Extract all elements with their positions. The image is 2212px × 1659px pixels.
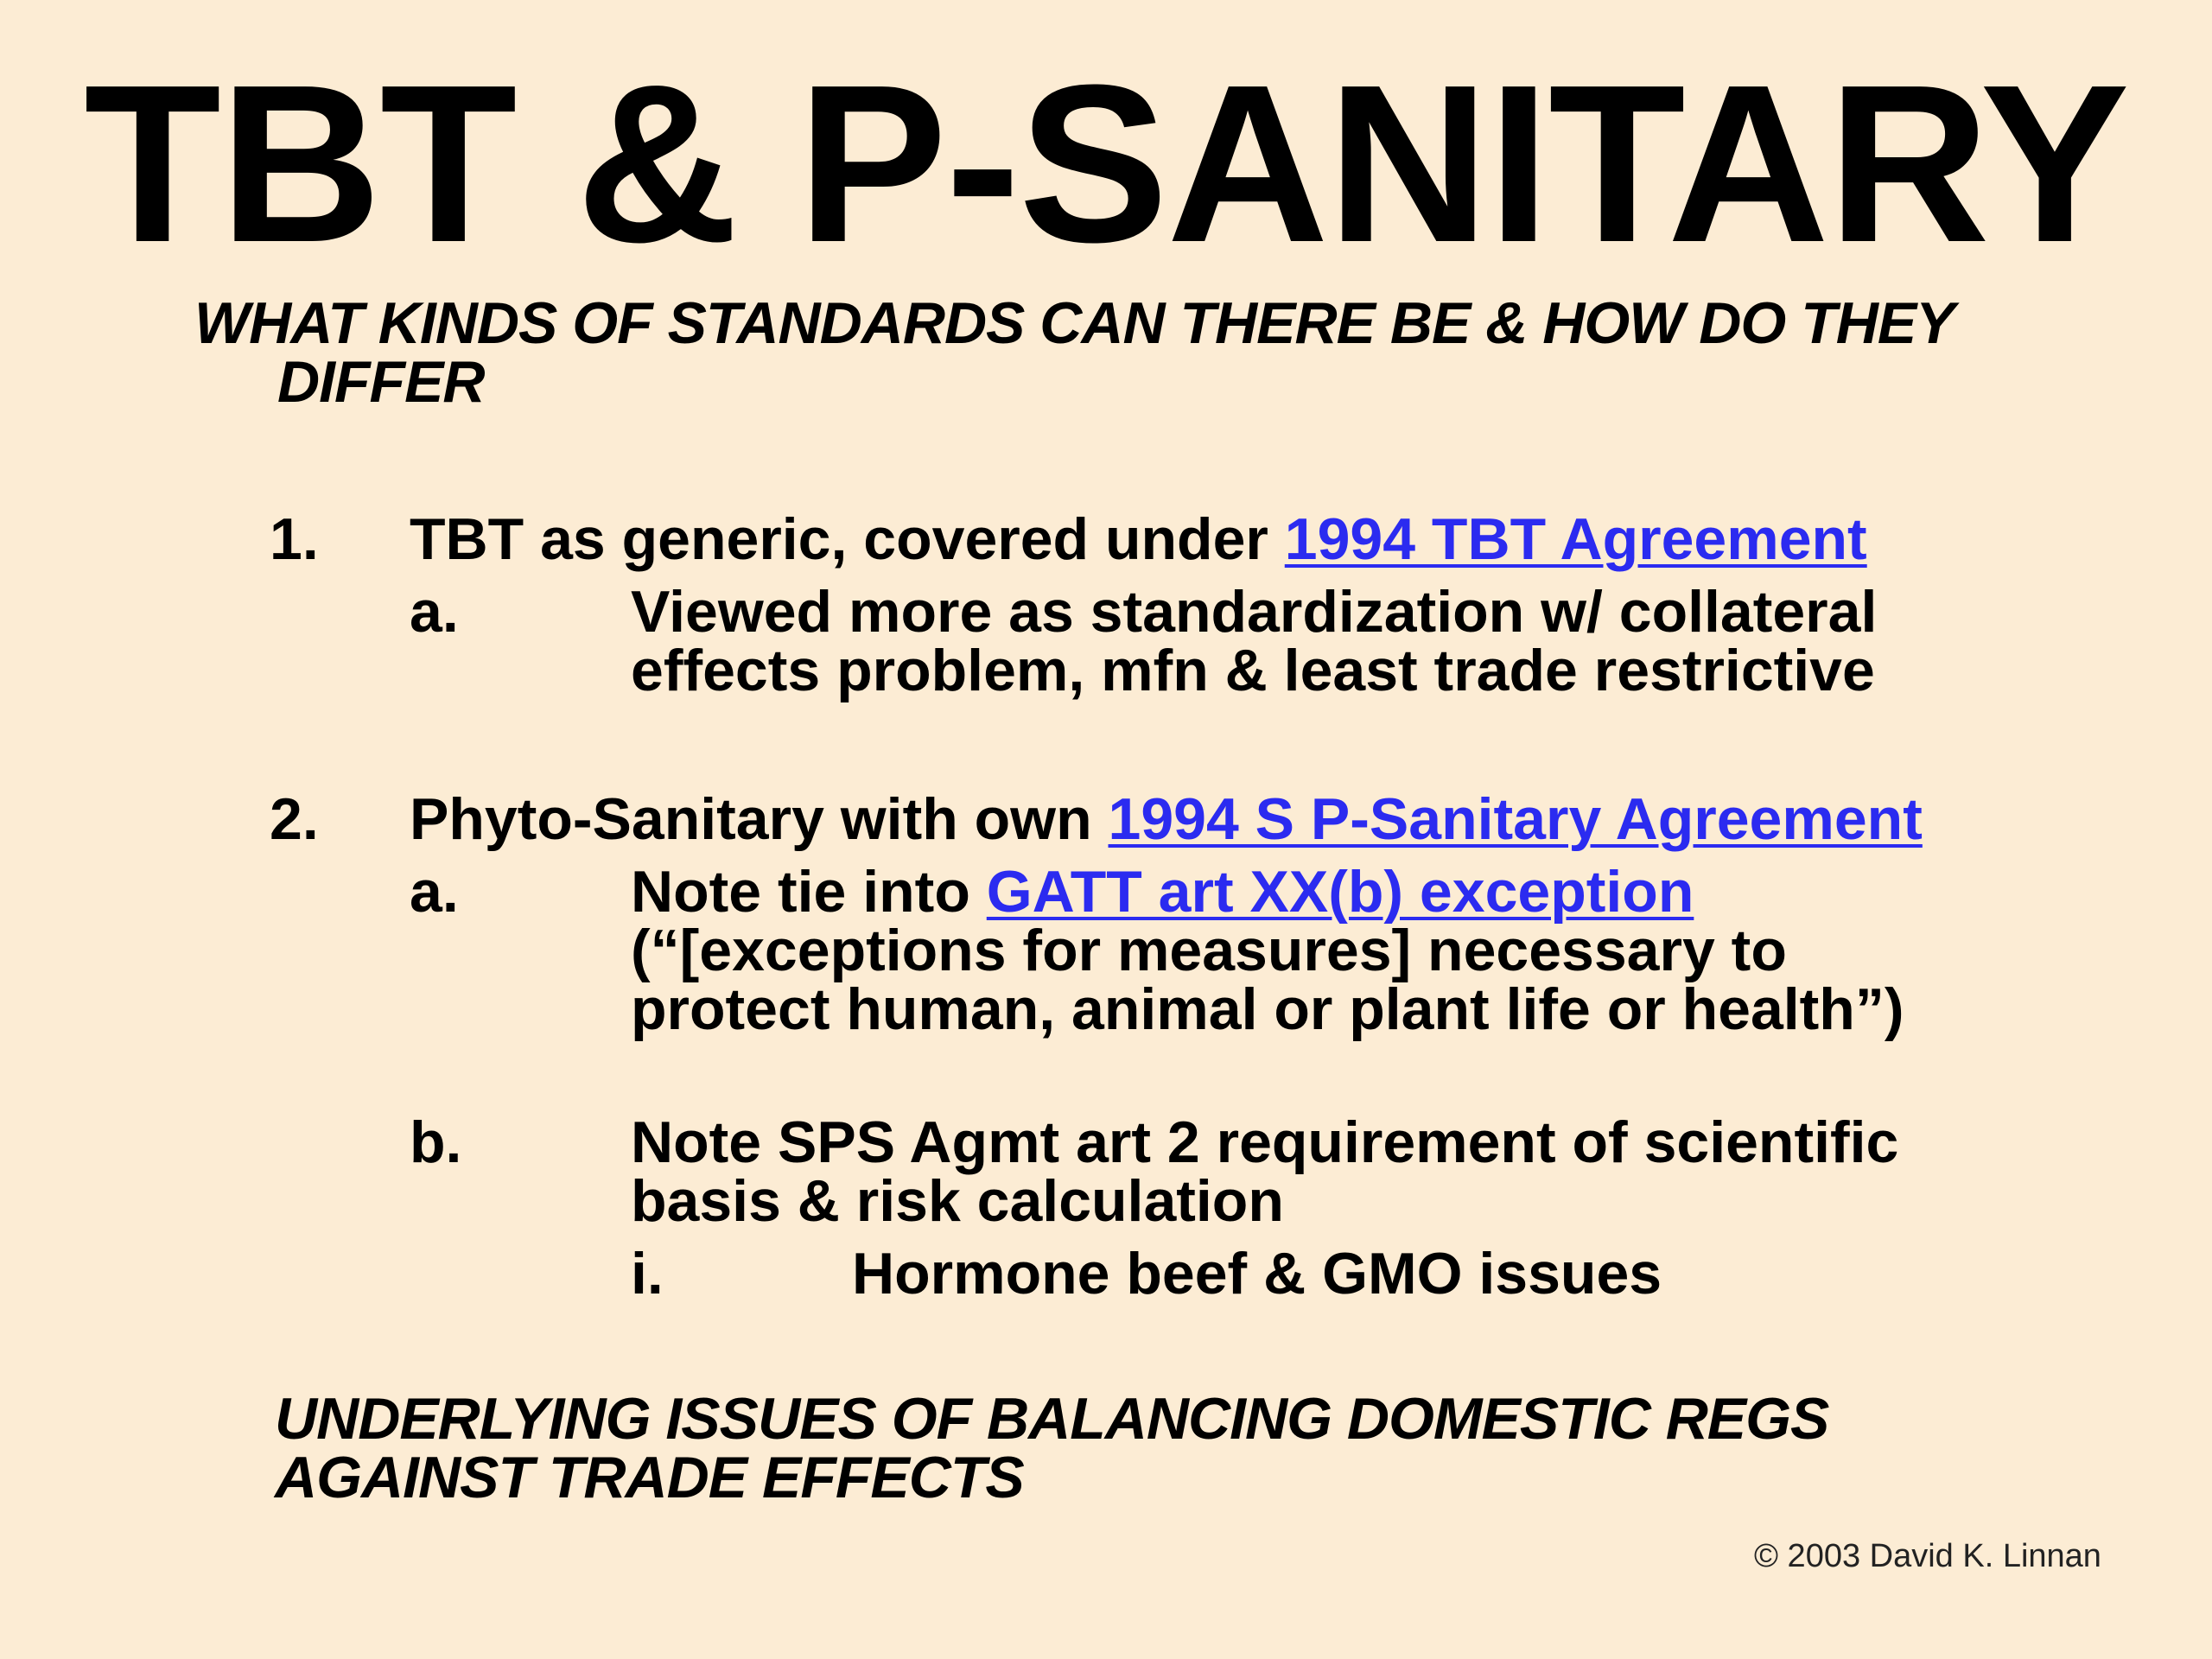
item-2b-i-text: Hormone beef & GMO issues (852, 1241, 1662, 1306)
slide-title: TBT & P-SANITARY (84, 39, 2128, 289)
item-2a-label: Note tie into (631, 859, 987, 925)
item-1-marker: 1. (270, 506, 319, 572)
item-1-text (410, 506, 1867, 572)
item-2a-text (631, 859, 1979, 1042)
item-1a-marker: a. (410, 579, 459, 645)
gatt-exception-link[interactable]: GATT art XX(b) exception (986, 859, 1694, 925)
item-2-label: Phyto-Sanitary with own (410, 786, 1109, 852)
tbt-agreement-link[interactable]: 1994 TBT Agreement (1284, 506, 1867, 572)
item-2b-marker: b. (410, 1109, 462, 1175)
sps-agreement-link[interactable]: 1994 S P-Sanitary Agreement (1108, 786, 1923, 852)
item-2-text (410, 786, 1923, 852)
item-2b-i-marker: i. (631, 1241, 664, 1306)
item-2-marker: 2. (270, 786, 319, 852)
item-2a-marker: a. (410, 859, 459, 925)
item-1-label: TBT as generic, covered under (410, 506, 1285, 572)
item-2b-text: Note SPS Agmt art 2 requirement of scientific basis & risk calculation (631, 1109, 1899, 1234)
copyright-notice: © 2003 David K. Linnan (1754, 1538, 2101, 1574)
intro-question: WHAT KINDS OF STANDARDS CAN THERE BE & HOW DO THEY DIFFER (194, 290, 1954, 415)
closing-statement: UNDERLYING ISSUES OF BALANCING DOMESTIC REGS AGAINST TRADE EFFECTS (275, 1386, 1829, 1510)
item-2a-quote: (“[exceptions for measures] necessary to protect human, animal or plant life or health”) (631, 918, 1904, 1042)
item-1a-text: Viewed more as standardization w/ collateral effects problem, mfn & least trade restrictive (631, 579, 1878, 703)
